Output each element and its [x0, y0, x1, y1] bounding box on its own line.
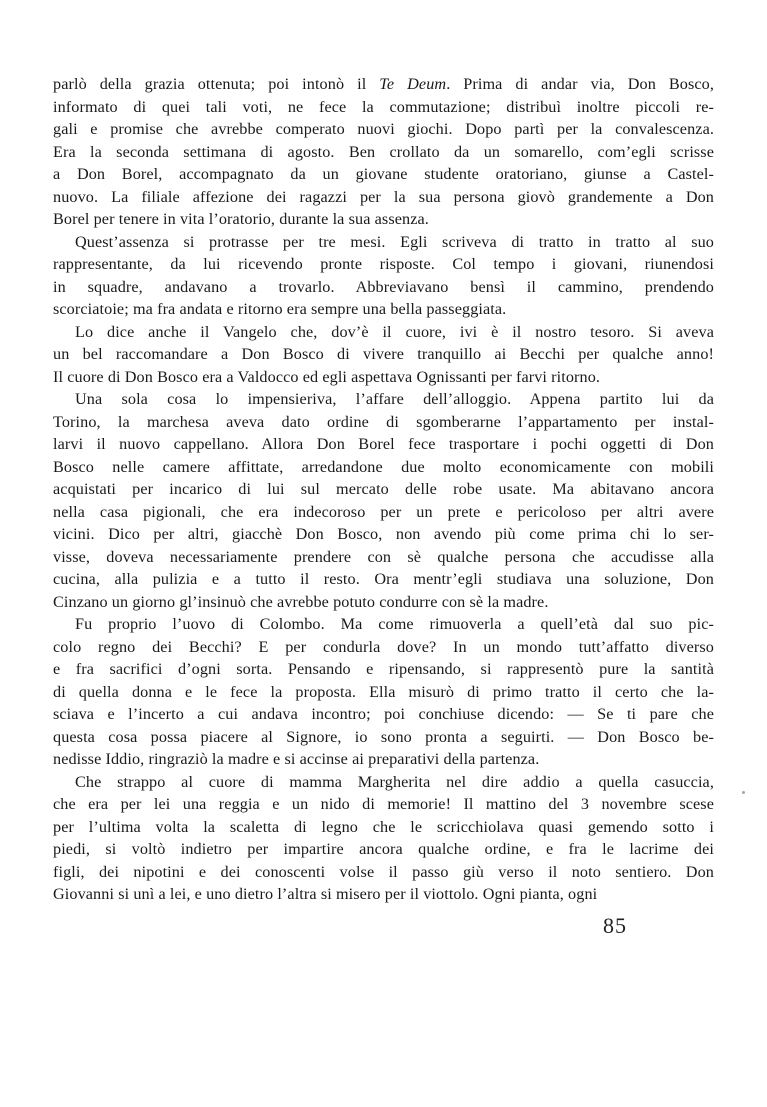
text-line: Che strappo al cuore di mamma Margherita nel dire addio a quella casuccia,	[75, 772, 714, 791]
text-line: Il cuore di Don Bosco era a Valdocco ed egli aspettava Ognissanti per farvi ritorno.	[53, 367, 601, 386]
page-number: 85	[603, 913, 627, 938]
scan-speck	[742, 791, 745, 794]
text-line: Borel per tenere in vita l’oratorio, durante la sua assenza.	[53, 210, 429, 228]
text-line: in squadre, andavano a trovarlo. Abbreviavano bensì il cammino, prendendo	[53, 277, 714, 296]
text-line: che era per lei una reggia e un nido di memorie! Il mattino del 3 novembre scese	[53, 795, 714, 813]
page-text	[53, 73, 714, 906]
text-line: figli, dei nipotini e dei conoscenti volse il passo giù verso il noto sentiero. Don	[53, 862, 714, 881]
text-line: larvi il nuovo cappellano. Allora Don Borel fece trasportare i pochi oggetti di Don	[53, 435, 714, 453]
text-line: per l’ultima volta la scaletta di legno che le scricchiolava quasi gemendo sotto i	[53, 817, 714, 836]
text-line: informato di quei tali voti, ne fece la commutazione; distribuì inoltre piccoli re-	[53, 97, 714, 116]
text-line: nuovo. La filiale affezione dei ragazzi per la sua persona giovò grandemente a Don	[53, 187, 714, 206]
text-line: Lo dice anche il Vangelo che, dov’è il cuore, ivi è il nostro tesoro. Si aveva	[75, 322, 714, 341]
text-line: rappresentante, da lui ricevendo pronte risposte. Col tempo i giovani, riunendosi	[53, 255, 714, 273]
text-line: acquistati per incarico di lui sul mercato delle robe usate. Ma abitavano ancora	[53, 480, 714, 498]
paragraph	[53, 73, 714, 231]
text-line: a Don Borel, accompagnato da un giovane studente oratoriano, giunse a Castel-	[53, 165, 714, 183]
text-line: di quella donna e le fece la proposta. Ella misurò di primo tratto il certo che la-	[53, 682, 714, 701]
paragraph	[53, 321, 714, 389]
text-line: Giovanni si unì a lei, e uno dietro l’altra si misero per il viottolo. Ogni pianta, ogni	[53, 885, 598, 903]
text-line: colo regno dei Becchi? E per condurla dove? In un mondo tutt’affatto diverso	[53, 637, 714, 656]
text-line: nella casa pigionali, che era indecoroso per un prete e pericoloso per altri avere	[53, 502, 714, 521]
text-line: visse, doveva necessariamente prendere con sè qualche persona che accudisse alla	[53, 547, 714, 566]
text-line: un bel raccomandare a Don Bosco di vivere tranquillo ai Becchi per qualche anno!	[53, 345, 714, 363]
text-line: Era la seconda settimana di agosto. Ben crollato da un somarello, com’egli scrisse	[53, 142, 714, 161]
text-line: Torino, la marchesa aveva dato ordine di sgomberarne l’appartamento per instal-	[53, 412, 714, 431]
text-line: sciava e l’incerto a cui andava incontro; poi conchiuse dicendo: — Se ti pare che	[53, 705, 714, 723]
text-line: e fra sacrifici d’ogni sorta. Pensando e ripensando, si rappresentò pure la santità	[53, 660, 714, 678]
text-line: nedisse Iddio, ringraziò la madre e si accinse ai preparativi della partenza.	[53, 750, 540, 768]
paragraph	[53, 771, 714, 906]
text-line: scorciatoie; ma fra andata e ritorno era sempre una bella passeggiata.	[53, 300, 507, 318]
text-line: Fu proprio l’uovo di Colombo. Ma come rimuoverla a quell’età dal suo pic-	[75, 615, 714, 633]
text-line: questa cosa possa piacere al Signore, io sono pronta a seguirti. — Don Bosco be-	[53, 727, 714, 746]
text-line: cucina, alla pulizia e a tutto il resto. Ora mentr’egli studiava una soluzione, Don	[53, 570, 714, 588]
paragraph	[53, 613, 714, 771]
text-line: vicini. Dico per altri, giacchè Don Bosco, non avendo più come prima chi lo ser-	[53, 525, 714, 543]
text-line: piedi, si voltò indietro per impartire ancora qualche ordine, e fra le lacrime dei	[53, 840, 714, 858]
text-line: Cinzano un giorno gl’insinuò che avrebbe potuto condurre con sè la madre.	[53, 592, 549, 611]
paragraph	[53, 388, 714, 613]
text-line: Una sola cosa lo impensieriva, l’affare dell’alloggio. Appena partito lui da	[75, 390, 714, 408]
text-line: Bosco nelle camere affittate, arredandone due molto economicamente con mobili	[53, 457, 714, 476]
text-line: gali e promise che avrebbe comperato nuovi giochi. Dopo partì per la convalescenza.	[53, 120, 714, 138]
text-line: Quest’assenza si protrasse per tre mesi. Egli scriveva di tratto in tratto al suo	[75, 232, 714, 251]
paragraph	[53, 231, 714, 321]
text-line: parlò della grazia ottenuta; poi intonò il Te Deum. Prima di andar via, Don Bosco,	[53, 75, 714, 93]
